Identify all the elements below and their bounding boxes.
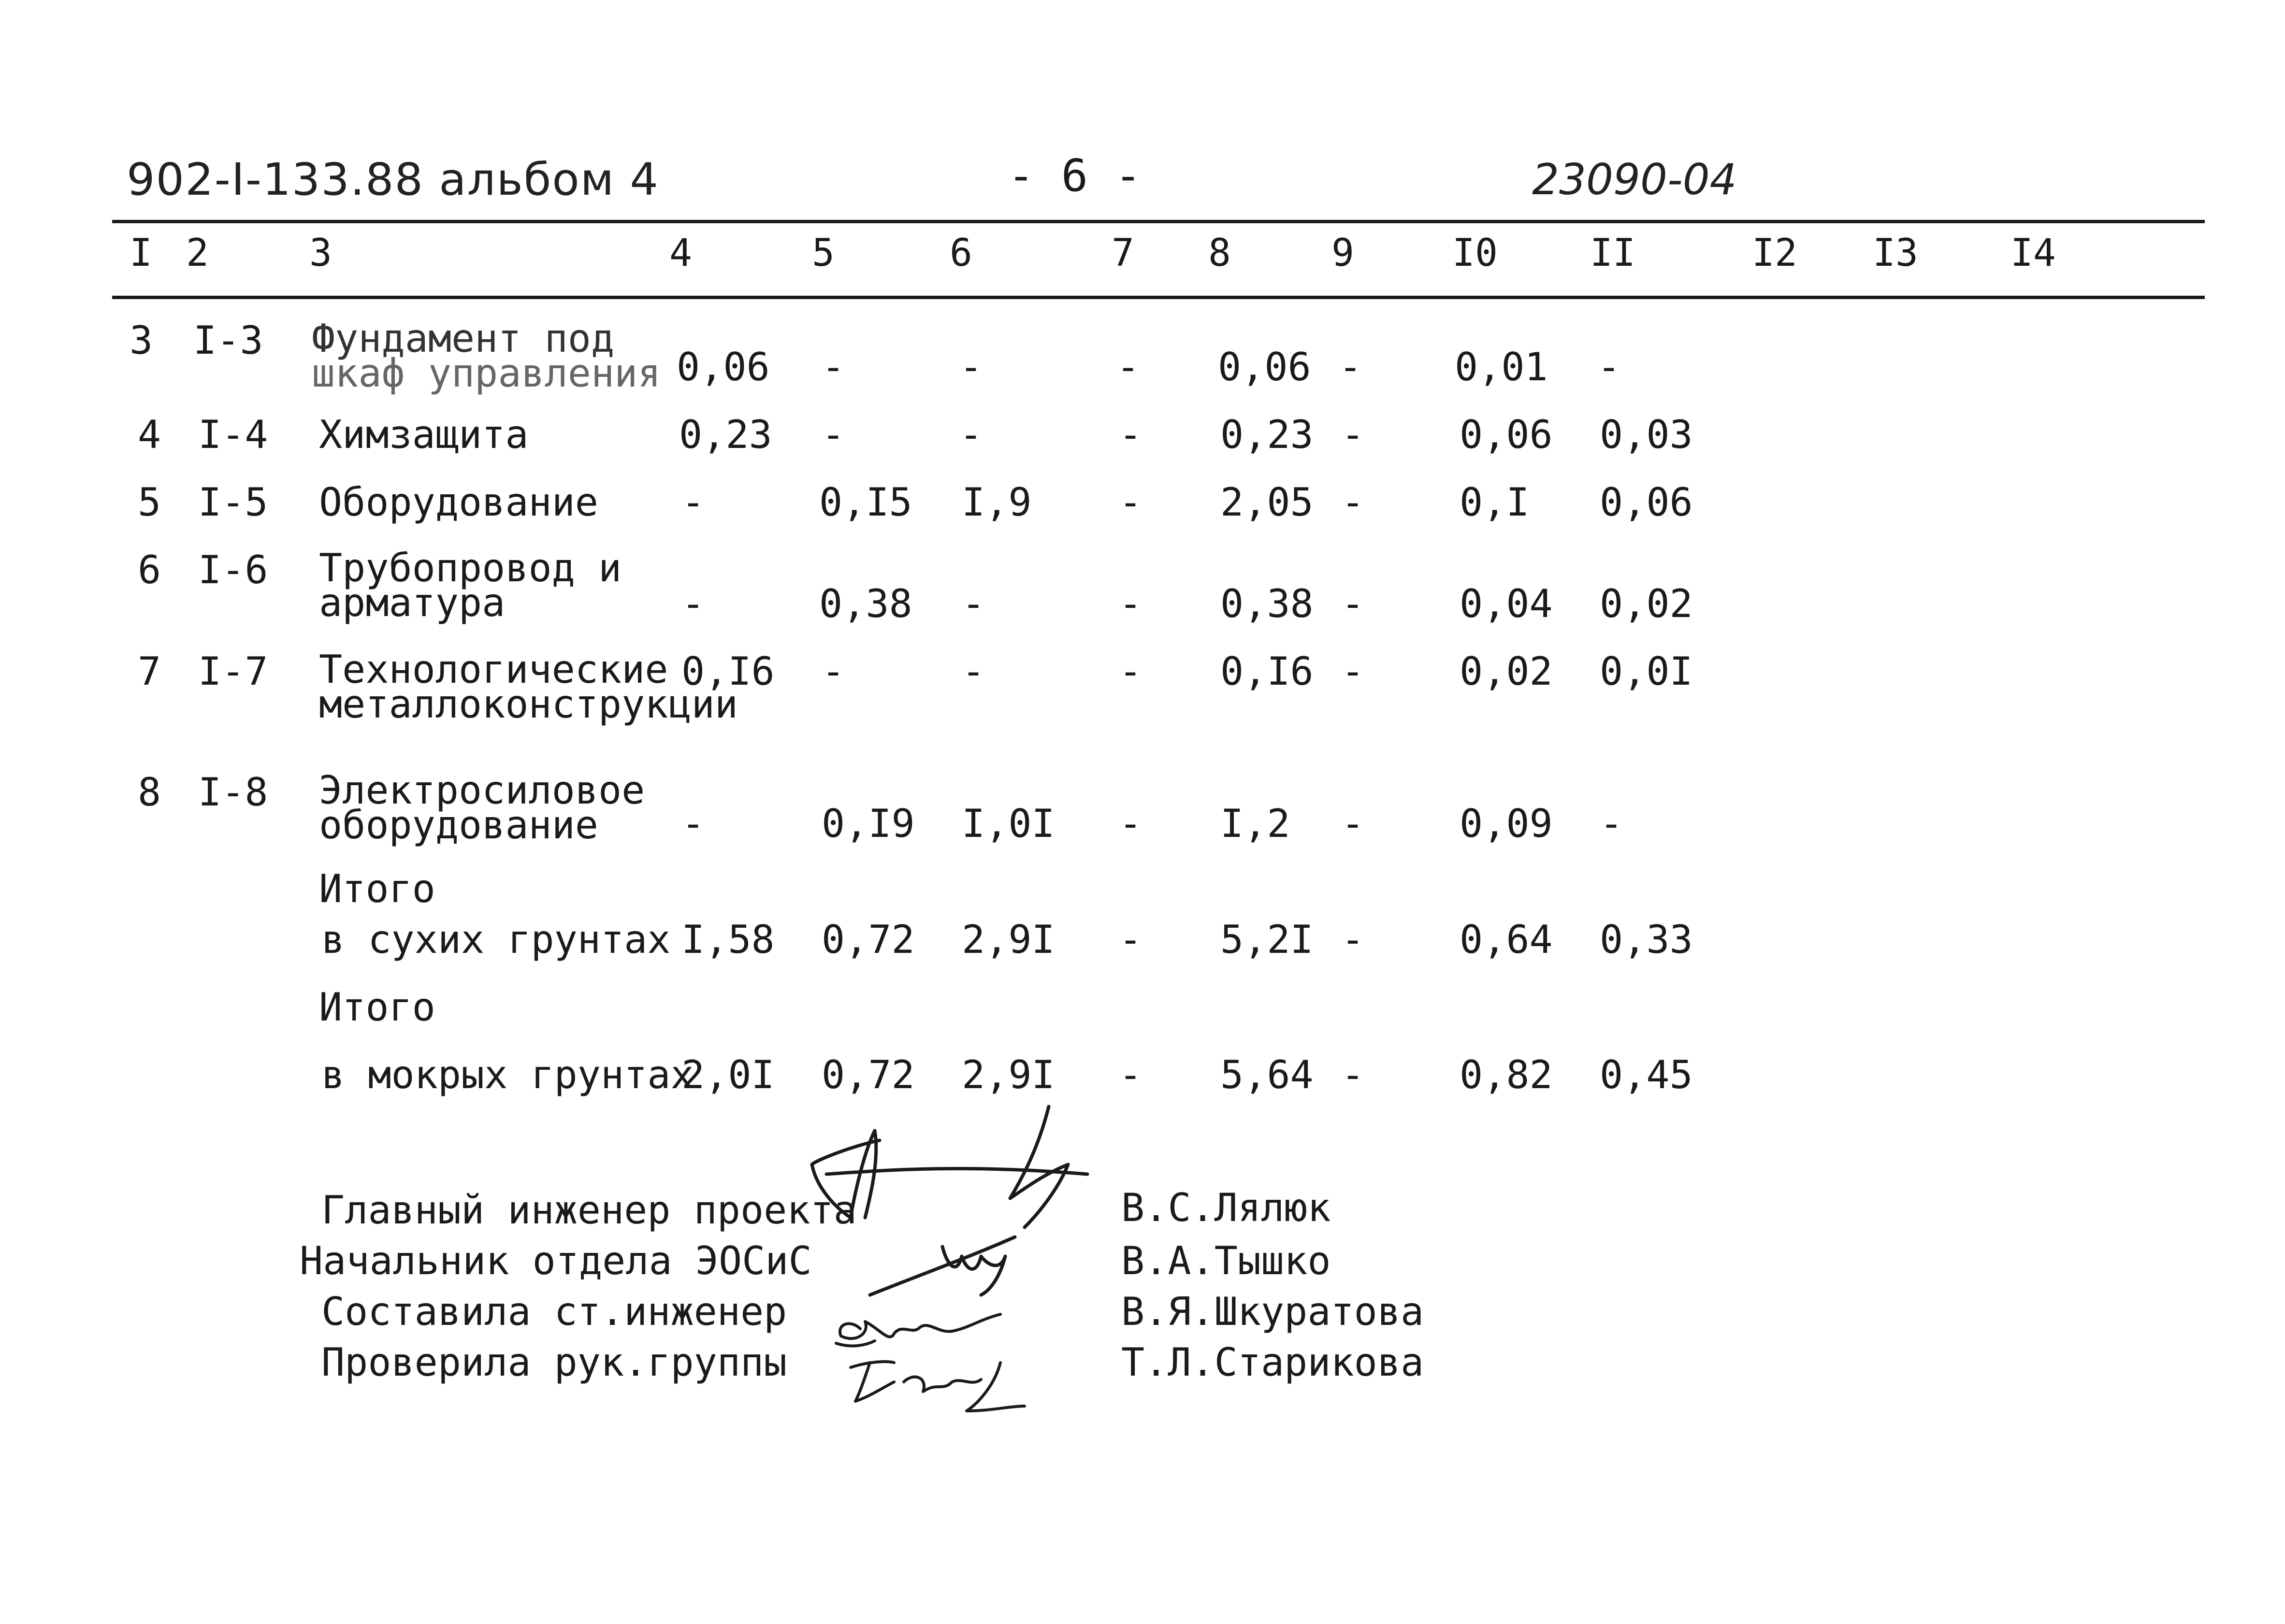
cell-col4: 0,I6 <box>681 649 775 694</box>
row-name-line1: Трубопровод и <box>319 546 622 590</box>
row-name-line1: Электросиловое <box>319 768 645 813</box>
cell-col7: - <box>1119 801 1142 846</box>
cell-col8: 5,64 <box>1220 1052 1314 1097</box>
signature-role: Составила ст.инженер <box>321 1289 787 1334</box>
cell-col10: 0,01 <box>1455 345 1548 389</box>
cell-col8: 5,2I <box>1220 917 1314 962</box>
cell-col10: 0,04 <box>1460 581 1553 626</box>
row-name <box>319 768 645 848</box>
col-header-11: II <box>1590 231 1635 275</box>
col-header-8: 8 <box>1208 231 1231 275</box>
cell-col4: I,58 <box>681 917 775 962</box>
signature-name: В.А.Тышко <box>1121 1238 1331 1283</box>
col-header-13: I3 <box>1873 231 1918 275</box>
row-number: 8 <box>138 770 161 815</box>
cell-col8: 0,38 <box>1220 581 1314 626</box>
cell-col4: - <box>681 581 705 626</box>
cell-col5: 0,38 <box>819 581 912 626</box>
cell-col10: 0,09 <box>1460 801 1553 846</box>
row-number: 6 <box>138 547 161 592</box>
cell-col9: - <box>1341 581 1365 626</box>
cell-col10: 0,64 <box>1460 917 1553 962</box>
totals-label-line1: Итого <box>319 985 435 1030</box>
row-name-line2: оборудование <box>319 803 598 848</box>
cell-col6: - <box>962 581 985 626</box>
cell-col11: 0,33 <box>1600 917 1693 962</box>
row-name-line1: Химзащита <box>319 412 529 457</box>
page-number: - 6 - <box>1008 150 1142 201</box>
cell-col8: 0,I6 <box>1220 649 1314 694</box>
col-header-12: I2 <box>1752 231 1797 275</box>
signature-role: Главный инженер проекта <box>321 1188 857 1233</box>
cell-col5: - <box>822 412 845 457</box>
header-top-rule <box>112 220 2205 223</box>
cell-col8: 0,06 <box>1218 345 1311 389</box>
row-name <box>319 412 529 457</box>
row-name-line2: металлоконструкции <box>319 682 738 727</box>
col-header-5: 5 <box>812 231 835 275</box>
cell-col9: - <box>1341 412 1365 457</box>
cell-col6: - <box>959 412 983 457</box>
col-header-9: 9 <box>1331 231 1354 275</box>
row-name <box>319 480 598 525</box>
signature-role: Проверила рук.группы <box>321 1340 787 1385</box>
row-number: 7 <box>138 649 161 694</box>
cell-col6: - <box>962 649 985 694</box>
row-name-line1: Технологические <box>319 647 668 692</box>
cell-col4: - <box>681 480 705 525</box>
signature-reviewer <box>851 1362 1025 1411</box>
cell-col8: I,2 <box>1220 801 1290 846</box>
cell-col11: - <box>1597 345 1621 389</box>
signature-name: Т.Л.Старикова <box>1121 1340 1424 1385</box>
row-number: 4 <box>138 412 161 457</box>
cell-col8: 0,23 <box>1220 412 1314 457</box>
cell-col5: - <box>822 649 845 694</box>
cell-col11: 0,02 <box>1600 581 1693 626</box>
cell-col7: - <box>1119 1052 1142 1097</box>
cell-col11: 0,06 <box>1600 480 1693 525</box>
col-header-7: 7 <box>1112 231 1134 275</box>
row-name-line1: Оборудование <box>319 480 598 525</box>
cell-col6: I,0I <box>962 801 1055 846</box>
cell-col11: - <box>1600 801 1623 846</box>
totals-label-line1: Итого <box>319 866 435 911</box>
cell-col5: 0,72 <box>822 1052 915 1097</box>
col-header-3: 3 <box>309 231 332 275</box>
cell-col5: - <box>822 345 845 389</box>
totals-label-line2: в сухих грунтах <box>321 917 671 962</box>
document-code: 902-I-133.88 альбом 4 <box>127 154 659 205</box>
col-header-1: I <box>130 231 152 275</box>
cell-col7: - <box>1119 917 1142 962</box>
row-code: I-6 <box>198 547 268 592</box>
signature-department-head <box>870 1237 1015 1295</box>
row-number: 5 <box>138 480 161 525</box>
cell-col10: 0,82 <box>1460 1052 1553 1097</box>
col-header-10: I0 <box>1452 231 1498 275</box>
col-header-2: 2 <box>186 231 209 275</box>
row-name <box>312 316 661 396</box>
signature-name: В.Я.Шкуратова <box>1121 1289 1424 1334</box>
header-bottom-rule <box>112 296 2205 299</box>
row-name-line2: арматура <box>319 580 506 625</box>
signature-compiler <box>836 1314 1000 1346</box>
cell-col5: 0,I5 <box>819 480 912 525</box>
col-header-4: 4 <box>669 231 692 275</box>
cell-col6: 2,9I <box>962 917 1055 962</box>
cell-col4: 2,0I <box>681 1052 775 1097</box>
cell-col4: 0,06 <box>677 345 770 389</box>
cell-col8: 2,05 <box>1220 480 1314 525</box>
cell-col4: 0,23 <box>679 412 772 457</box>
row-code: I-5 <box>198 480 268 525</box>
row-code: I-7 <box>198 649 268 694</box>
cell-col7: - <box>1119 480 1142 525</box>
cell-col10: 0,02 <box>1460 649 1553 694</box>
col-header-6: 6 <box>950 231 972 275</box>
cell-col9: - <box>1339 345 1362 389</box>
cell-col10: 0,I <box>1460 480 1530 525</box>
signature-chief-engineer <box>812 1107 1087 1227</box>
cell-col6: - <box>959 345 983 389</box>
row-name-line1: Фундамент под <box>312 316 615 361</box>
row-name <box>319 546 622 625</box>
cell-col5: 0,I9 <box>822 801 915 846</box>
signature-name: В.С.Лялюк <box>1121 1185 1331 1230</box>
cell-col7: - <box>1119 649 1142 694</box>
row-code: I-4 <box>198 412 268 457</box>
col-header-14: I4 <box>2010 231 2056 275</box>
cell-col7: - <box>1119 581 1142 626</box>
cell-col7: - <box>1116 345 1140 389</box>
cell-col9: - <box>1341 917 1365 962</box>
cell-col6: I,9 <box>962 480 1032 525</box>
cell-col9: - <box>1341 801 1365 846</box>
cell-col6: 2,9I <box>962 1052 1055 1097</box>
row-number: 3 <box>130 318 153 363</box>
cell-col9: - <box>1341 1052 1365 1097</box>
signature-role: Начальник отдела ЭОСиС <box>300 1238 812 1283</box>
cell-col9: - <box>1341 480 1365 525</box>
cell-col11: 0,45 <box>1600 1052 1693 1097</box>
cell-col5: 0,72 <box>822 917 915 962</box>
archive-number: 23090-04 <box>1532 155 1737 204</box>
cell-col11: 0,0I <box>1600 649 1693 694</box>
row-code: I-8 <box>198 770 268 815</box>
handwritten-signatures <box>797 1092 1107 1421</box>
cell-col11: 0,03 <box>1600 412 1693 457</box>
row-name-line2: шкаф управления <box>312 351 661 396</box>
row-name <box>319 647 738 727</box>
totals-label-line2: в мокрых грунтах <box>321 1052 694 1097</box>
cell-col4: - <box>681 801 705 846</box>
cell-col7: - <box>1119 412 1142 457</box>
row-code: I-3 <box>193 318 263 363</box>
cell-col9: - <box>1341 649 1365 694</box>
cell-col10: 0,06 <box>1460 412 1553 457</box>
